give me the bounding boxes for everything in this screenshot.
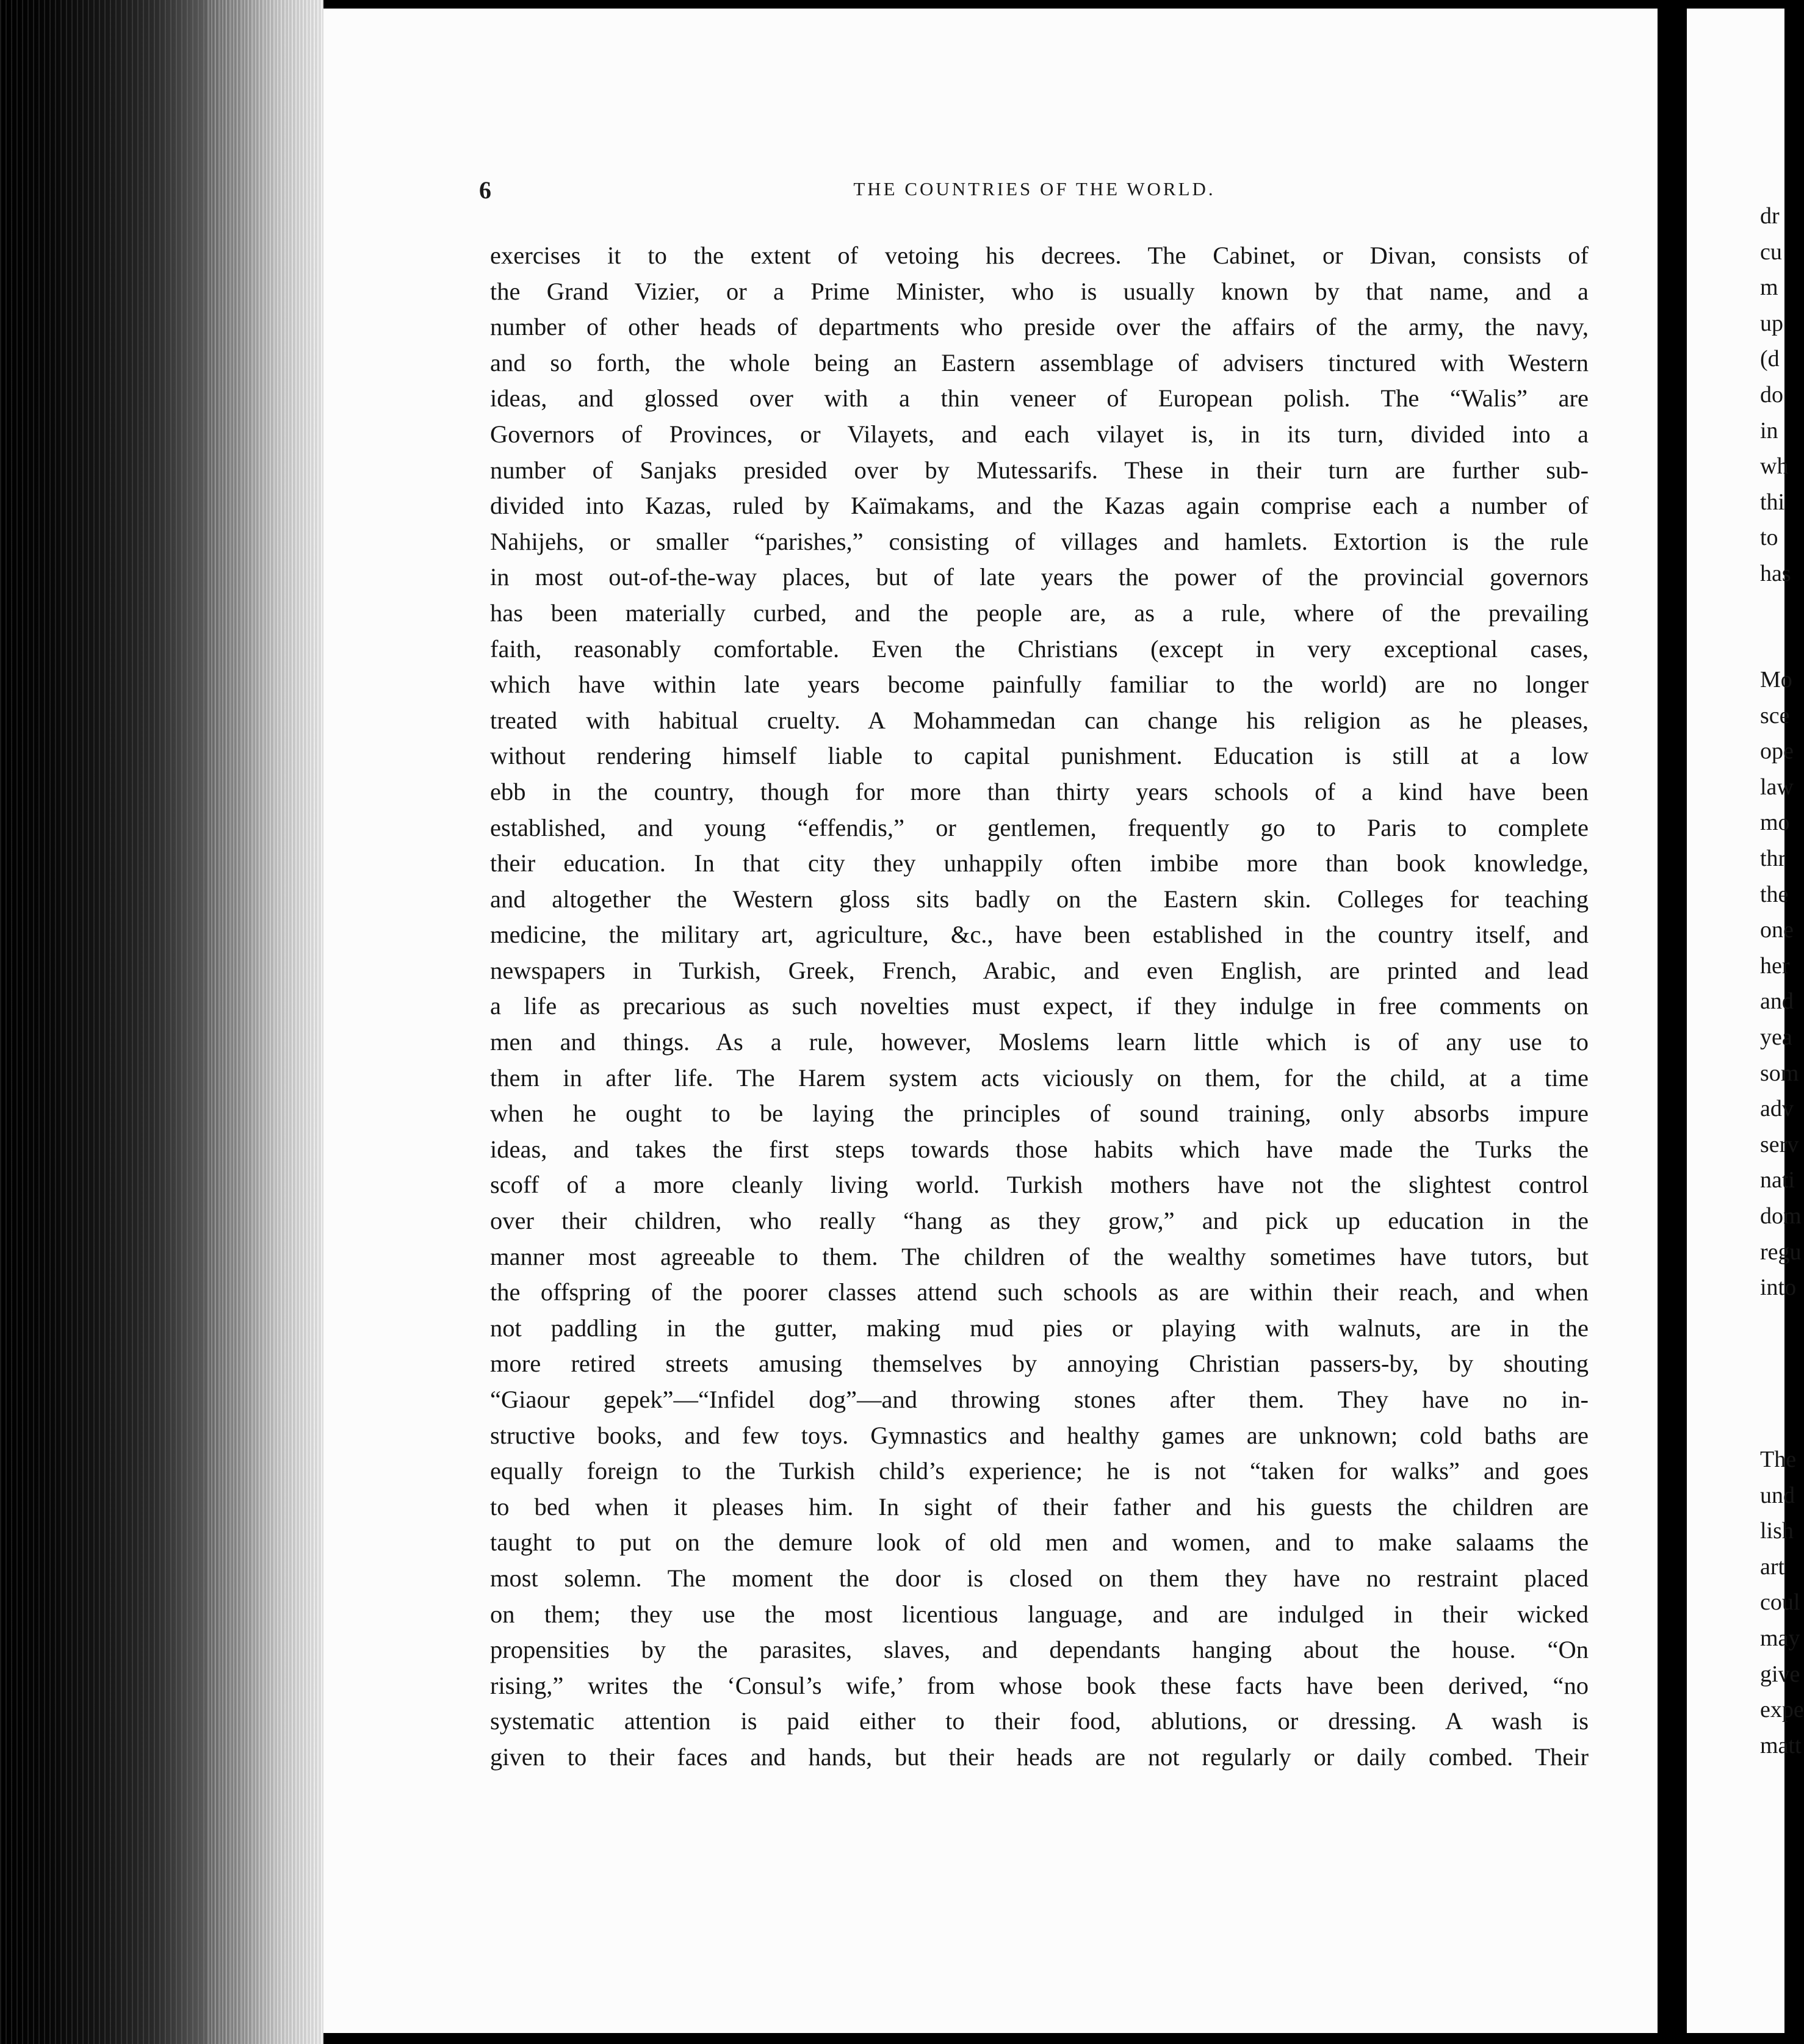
fragment-line: may (1760, 1625, 1800, 1651)
text-line: systematic attention is paid either to their food, ablutions, or dressing. A wash is (490, 1707, 1589, 1735)
fragment-line: the (1760, 881, 1789, 907)
fragment-line: expe (1760, 1697, 1804, 1723)
fragment-line: matt (1760, 1732, 1802, 1758)
text-line: “Giaour gepek”—“Infidel dog”—and throwing stones after them. They have no in- (490, 1386, 1589, 1413)
text-line: taught to put on the demure look of old men and women, and to make salaams the (490, 1528, 1589, 1556)
text-line: number of other heads of departments who preside over the affairs of the army, the navy, (490, 313, 1589, 341)
fragment-line: ope (1760, 738, 1794, 765)
fragment-line: yea (1760, 1024, 1792, 1050)
fragment-line: Mo (1760, 667, 1792, 693)
text-line: Nahijehs, or smaller “parishes,” consisting of villages and hamlets. Extortion is the rule (490, 527, 1589, 555)
fragment-line: and (1760, 988, 1794, 1015)
fragment-line: has (1760, 560, 1791, 586)
fragment-line: lish (1760, 1518, 1794, 1544)
fragment-line: dom (1760, 1203, 1802, 1229)
fragment-line: to (1760, 525, 1778, 551)
text-line: and so forth, the whole being an Eastern assemblage of advisers tinctured with Western (490, 348, 1589, 376)
text-line: the Grand Vizier, or a Prime Minister, who is usually known by that name, and a (490, 277, 1589, 305)
text-line: when he ought to be laying the principles of sound training, only absorbs impure (490, 1099, 1589, 1128)
fragment-line: one (1760, 917, 1794, 943)
body-text (490, 238, 1589, 1776)
fragment-line: in (1760, 417, 1778, 444)
text-line: faith, reasonably comfortable. Even the Christians (except in very exceptional cases, (490, 635, 1589, 663)
fragment-line: mo (1760, 810, 1790, 836)
fragment-line: sce (1760, 702, 1790, 729)
text-line: newspapers in Turkish, Greek, French, Arabic, and even English, are printed and lead (490, 956, 1589, 984)
text-line: ebb in the country, though for more than thirty years schools of a kind have been (490, 777, 1589, 805)
text-line: and altogether the Western gloss sits badly on the Eastern skin. Colleges for teaching (490, 885, 1589, 913)
text-line: number of Sanjaks presided over by Mutessarifs. These in their turn are further sub- (490, 456, 1589, 484)
fragment-line: art (1760, 1553, 1785, 1580)
fragment-line: give (1760, 1661, 1800, 1687)
text-line: divided into Kazas, ruled by Kaïmakams, and the Kazas again comprise each a number of (490, 492, 1589, 520)
fragment-line: adv (1760, 1096, 1794, 1122)
text-line: ideas, and takes the first steps towards those habits which have made the Turks the (490, 1135, 1589, 1163)
fragment-line: und (1760, 1482, 1795, 1508)
text-line: over their children, who really “hang as they grow,” and pick up education in the (490, 1207, 1589, 1235)
next-page-fragment-top (1760, 203, 1791, 596)
fragment-line: do (1760, 381, 1783, 408)
text-line: them in after life. The Harem system acts viciously on them, for the child, at a time (490, 1063, 1589, 1092)
text-line: on them; they use the most licentious language, and are indulged in their wicked (490, 1600, 1589, 1628)
text-line: rising,” writes the ‘Consul’s wife,’ from whose book these facts have been derived, “no (490, 1671, 1589, 1699)
next-page-fragment-bottom (1760, 1446, 1804, 1768)
fragment-line: nati (1760, 1167, 1795, 1193)
fragment-line: (d (1760, 346, 1780, 372)
fragment-line: som (1760, 1060, 1799, 1086)
text-line: men and things. As a rule, however, Moslems learn little which is of any use to (490, 1028, 1589, 1056)
text-line: given to their faces and hands, but their heads are not regularly or daily combed. Their (490, 1743, 1589, 1771)
text-line: not paddling in the gutter, making mud pies or playing with walnuts, are in the (490, 1314, 1589, 1342)
text-line: without rendering himself liable to capital punishment. Education is still at a low (490, 742, 1589, 770)
fragment-line: serv (1760, 1131, 1799, 1157)
fragment-line: into (1760, 1275, 1797, 1301)
fragment-line: cu (1760, 239, 1782, 265)
text-line: manner most agreeable to them. The children of the wealthy sometimes have tutors, but (490, 1242, 1589, 1270)
text-line: Governors of Provinces, or Vilayets, and each vilayet is, in its turn, divided into a (490, 420, 1589, 448)
text-line: to bed when it pleases him. In sight of their father and his guests the children are (490, 1492, 1589, 1520)
page-gap (1658, 0, 1687, 2044)
text-line: established, and young “effendis,” or gentlemen, frequently go to Paris to complete (490, 813, 1589, 841)
text-line: their education. In that city they unhappily often imbibe more than book knowledge, (490, 849, 1589, 877)
running-title: THE COUNTRIES OF THE WORLD. (853, 178, 1216, 200)
text-line: a life as precarious as such novelties must expect, if they indulge in free comments on (490, 992, 1589, 1020)
next-page-fragment-middle (1760, 666, 1802, 1310)
fragment-line: dr (1760, 203, 1780, 229)
page-edge-striations (207, 0, 323, 2044)
fragment-line: wh (1760, 453, 1789, 480)
text-line: equally foreign to the Turkish child’s experience; he is not “taken for walks” and goes (490, 1457, 1589, 1485)
fragment-line: thi (1760, 489, 1785, 515)
text-line: exercises it to the extent of vetoing his decrees. The Cabinet, or Divan, consists of (490, 242, 1589, 269)
text-line: medicine, the military art, agriculture, &c., have been established in the country itself, and (490, 921, 1589, 949)
fragment-line: m (1760, 275, 1778, 301)
text-line: propensities by the parasites, slaves, and dependants hanging about the house. “On (490, 1636, 1589, 1664)
text-line: the offspring of the poorer classes attend such schools as are within their reach, and when (490, 1278, 1589, 1306)
text-line: most solemn. The moment the door is closed on them they have no restraint placed (490, 1564, 1589, 1592)
fragment-line: coul (1760, 1589, 1800, 1616)
text-line: treated with habitual cruelty. A Mohammedan can change his religion as he pleases, (490, 706, 1589, 734)
fragment-line: up (1760, 310, 1783, 336)
fragment-line: thr (1760, 845, 1786, 871)
fragment-line: law (1760, 774, 1794, 800)
fragment-line: regu (1760, 1239, 1802, 1265)
text-line: in most out-of-the-way places, but of late years the power of the provincial governors (490, 563, 1589, 591)
text-line: scoff of a more cleanly living world. Turkish mothers have not the slightest control (490, 1171, 1589, 1199)
text-line: which have within late years become painfully familiar to the world) are no longer (490, 671, 1589, 699)
running-head (479, 176, 1590, 206)
text-line: more retired streets amusing themselves by annoying Christian passers-by, by shouting (490, 1350, 1589, 1378)
text-line: has been materially curbed, and the people are, as a rule, where of the prevailing (490, 599, 1589, 627)
fragment-line: her (1760, 952, 1790, 979)
text-line: ideas, and glossed over with a thin veneer of European polish. The “Walis” are (490, 384, 1589, 412)
text-line: structive books, and few toys. Gymnastics and healthy games are unknown; cold baths are (490, 1421, 1589, 1449)
page-number: 6 (479, 176, 491, 204)
fragment-line: The (1760, 1447, 1797, 1472)
